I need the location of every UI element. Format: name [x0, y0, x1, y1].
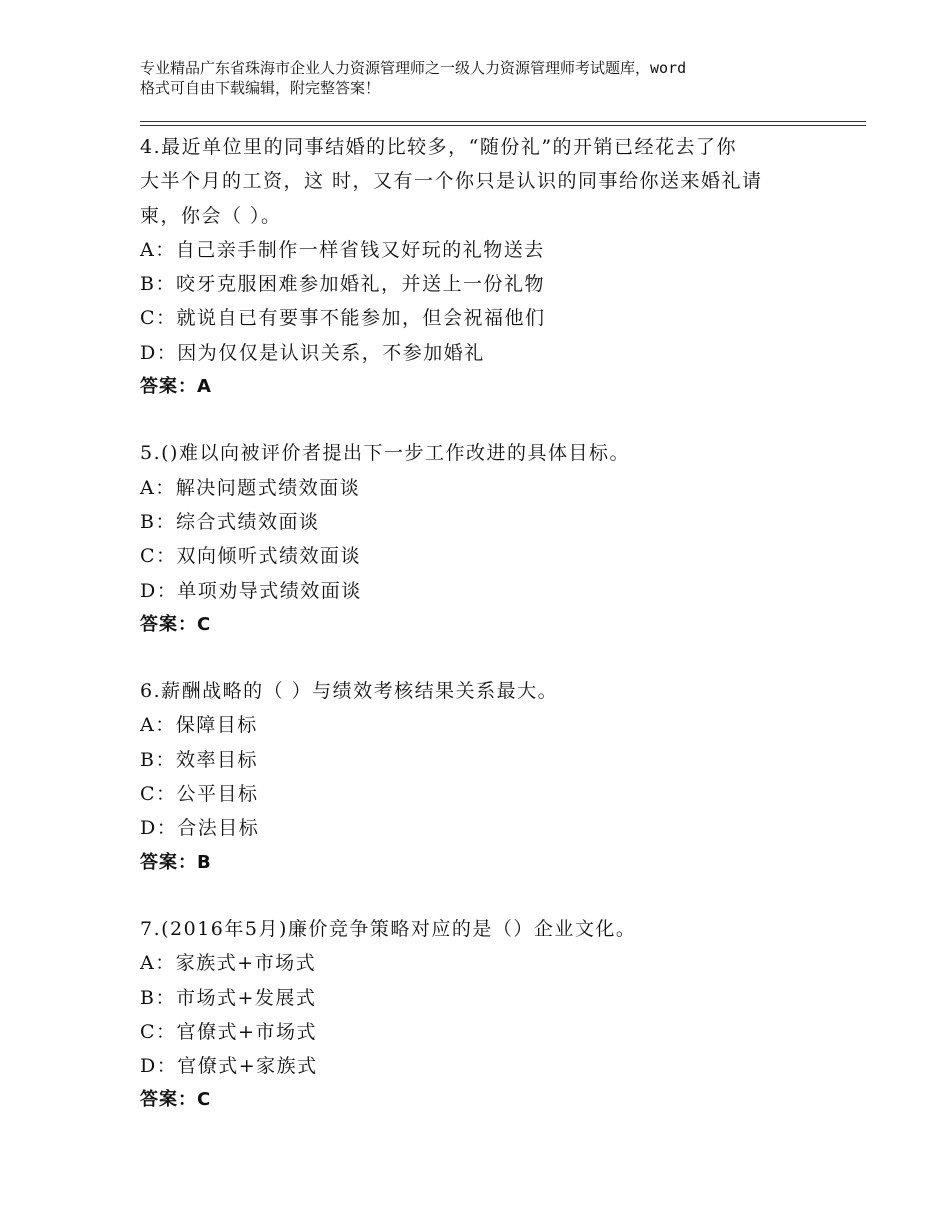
question-stem: 4.最近单位里的同事结婚的比较多，“随份礼”的开销已经花去了你 — [140, 136, 738, 158]
option-c: C：官僚式+市场式 — [140, 1020, 317, 1043]
question-7 — [140, 912, 840, 1118]
option-d: D：官僚式+家族式 — [140, 1055, 318, 1078]
question-4 — [140, 130, 840, 404]
option-d: D：合法目标 — [140, 817, 260, 840]
option-b: B：效率目标 — [140, 748, 258, 771]
option-d: D：单项劝导式绩效面谈 — [140, 579, 362, 602]
option-a: A：保障目标 — [140, 714, 258, 737]
document-header — [140, 58, 840, 98]
option-c: C：公平目标 — [140, 783, 259, 806]
question-stem: 5.()难以向被评价者提出下一步工作改进的具体目标。 — [140, 442, 630, 465]
question-stem: 柬，你会（ ）。 — [140, 204, 282, 227]
option-b: B：市场式+发展式 — [140, 986, 317, 1009]
answer-label: 答案：A — [140, 376, 212, 398]
option-c: C：双向倾听式绩效面谈 — [140, 545, 362, 568]
question-6 — [140, 674, 840, 880]
answer-label: 答案：B — [140, 851, 212, 873]
option-b: B：综合式绩效面谈 — [140, 510, 320, 533]
answer-label: 答案：C — [140, 613, 212, 635]
question-list — [140, 130, 840, 1150]
question-stem: 大半个月的工资，这 时，又有一个你只是认识的同事给你送来婚礼请 — [140, 170, 763, 193]
option-c: C：就说自已有要事不能参加，但会祝福他们 — [140, 307, 546, 330]
header-divider — [140, 121, 866, 126]
header-line-2: 格式可自由下载编辑，附完整答案！ — [140, 79, 381, 97]
option-d: D：因为仅仅是认识关系，不参加婚礼 — [140, 341, 485, 364]
question-stem: 7.(2016年5月)廉价竞争策略对应的是（）企业文化。 — [140, 917, 637, 940]
option-a: A：家族式+市场式 — [140, 952, 317, 975]
header-line-1: 专业精品广东省珠海市企业人力资源管理师之一级人力资源管理师考试题库，word — [140, 59, 687, 77]
question-5 — [140, 436, 840, 642]
option-a: A：自己亲手制作一样省钱又好玩的礼物送去 — [140, 238, 545, 261]
answer-label: 答案：C — [140, 1089, 212, 1111]
option-a: A：解决问题式绩效面谈 — [140, 476, 361, 499]
question-stem: 6.薪酬战略的（ ）与绩效考核结果关系最大。 — [140, 680, 559, 703]
option-b: B：咬牙克服困难参加婚礼，并送上一份礼物 — [140, 273, 545, 296]
